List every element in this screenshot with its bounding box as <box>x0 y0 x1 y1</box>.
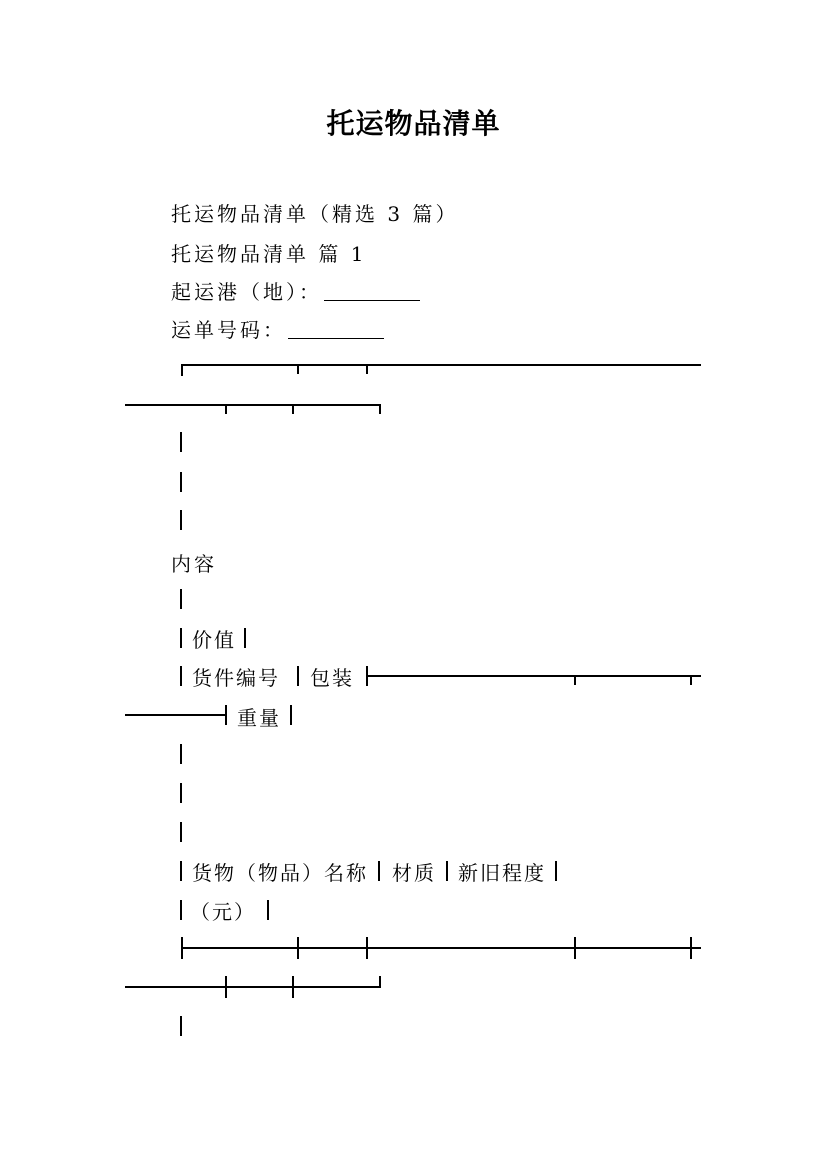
table-border-mark <box>180 900 182 920</box>
table-border-mark <box>180 744 182 764</box>
table-border-mark <box>555 861 557 881</box>
section-heading: 托运物品清单 篇 1 <box>171 242 367 266</box>
header-weight: 重量 <box>237 706 281 730</box>
table-border-mark <box>378 861 380 881</box>
origin-port-label: 起运港（地）： <box>171 280 322 304</box>
table-border-mark <box>180 822 182 842</box>
table-border-mark <box>180 1016 182 1036</box>
table-border-mark <box>180 861 182 881</box>
table-border-mark <box>244 628 246 648</box>
subtitle-line: 托运物品清单（精选 3 篇） <box>171 202 459 226</box>
header-packing: 包装 <box>310 666 354 690</box>
table-border-mark <box>180 666 182 686</box>
waybill-number-label: 运单号码： <box>171 318 286 342</box>
origin-port-line <box>171 276 420 305</box>
header-value: 价值 <box>192 628 236 652</box>
table-border-mark <box>446 861 448 881</box>
waybill-number-blank <box>288 337 384 339</box>
header-goods-name: 货物（物品）名称 <box>192 861 368 885</box>
origin-port-blank <box>324 299 420 301</box>
document-title: 托运物品清单 <box>326 107 501 140</box>
table-border-mark <box>180 432 182 452</box>
table-border-mark <box>180 589 182 609</box>
header-unit-yuan: （元） <box>190 900 256 924</box>
header-item-number: 货件编号 <box>192 666 280 690</box>
table-border-mark <box>297 666 299 686</box>
table-border-mark <box>180 472 182 492</box>
table-border-mark <box>180 628 182 648</box>
table-border-mark <box>180 783 182 803</box>
header-condition: 新旧程度 <box>458 861 546 885</box>
table-border-mark <box>225 705 227 725</box>
waybill-number-line <box>171 314 384 343</box>
table-border-mark <box>290 705 292 725</box>
content-label: 内容 <box>171 552 217 576</box>
header-material: 材质 <box>392 861 436 885</box>
table-border-mark <box>267 900 269 920</box>
table-border-mark <box>180 510 182 530</box>
